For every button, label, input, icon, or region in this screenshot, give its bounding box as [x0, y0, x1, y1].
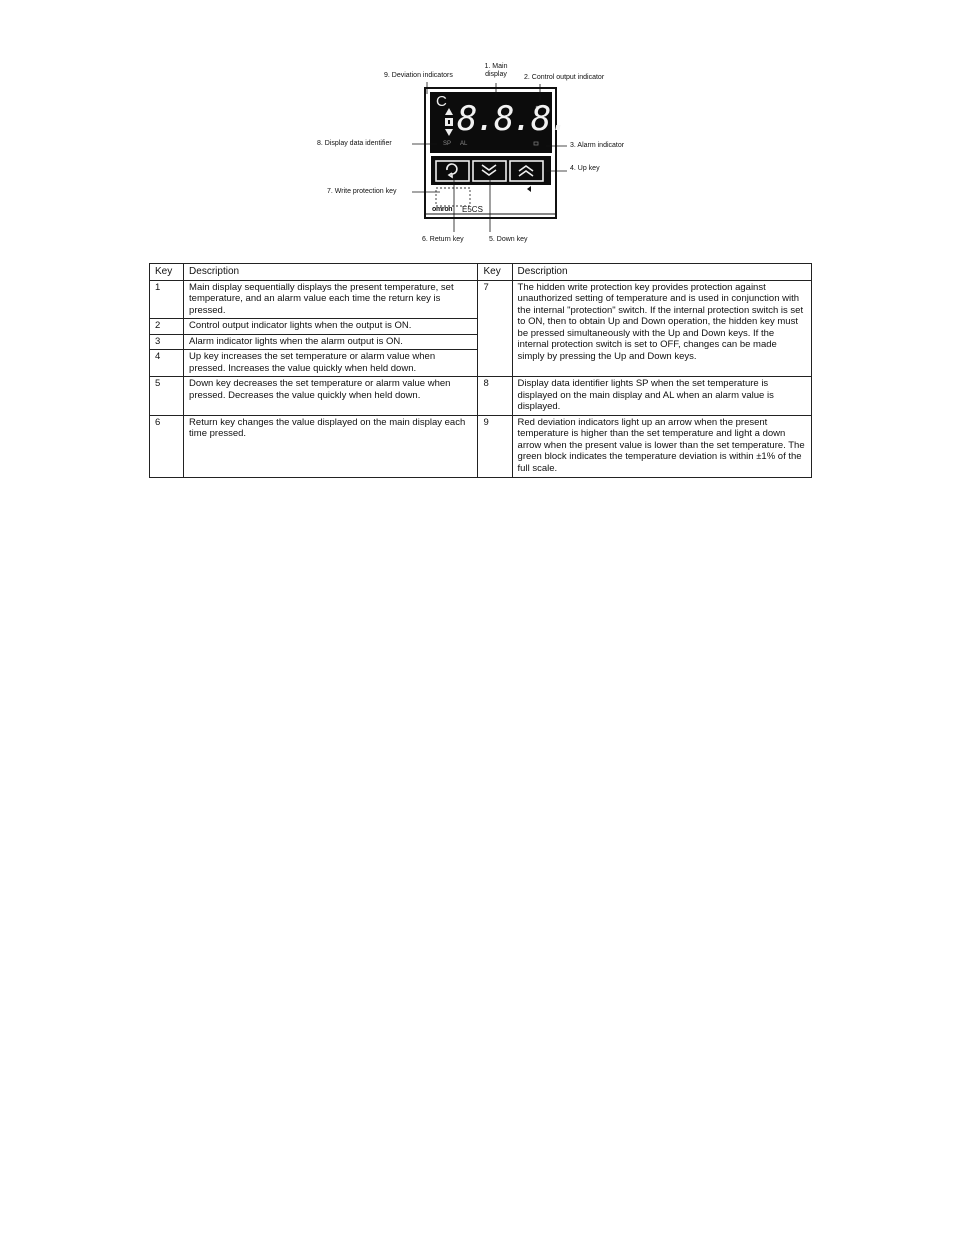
unit-label: C [436, 93, 447, 110]
description-cell: Red deviation indicators light up an arrow when the present temperature is higher than the set temperature and light a down arrow when the present value is lower than the set temperature. The green block indicates the temperature deviation is within ±1% of the full scale. [512, 415, 811, 477]
key-cell: 4 [150, 350, 184, 377]
header-key-right: Key [478, 264, 512, 281]
key-cell: 5 [150, 377, 184, 416]
description-cell: Down key decreases the set temperature or alarm value when pressed. Decreases the value quickly when held down. [184, 377, 478, 416]
al-identifier: AL [460, 141, 468, 147]
key-cell: 1 [150, 280, 184, 319]
callout-display-identifier: 8. Display data identifier [317, 140, 392, 147]
key-description-table [149, 263, 812, 478]
table-row [150, 415, 812, 477]
key-cell: 2 [150, 319, 184, 335]
description-cell: Return key changes the value displayed on the main display each time pressed. [184, 415, 478, 477]
key-cell: 7 [478, 280, 512, 377]
callout-main-display-line1: 1. Main [484, 63, 508, 70]
description-cell: Display data identifier lights SP when the set temperature is displayed on the main display and AL when an alarm value is displayed. [512, 377, 811, 416]
header-key-left: Key [150, 264, 184, 281]
callout-deviation: 9. Deviation indicators [384, 72, 453, 79]
controller-diagram [0, 0, 954, 255]
description-cell: The hidden write protection key provides protection against unauthorized setting of temperature and is used in conjunction with the internal "protection" switch. If the internal protection switch is set to ON, then to obtain Up and Down operation, the hidden key must be pressed simultaneously with the Up and Down keys. If the internal protection switch is set to OFF, changes can be made simply by pressing the Up and Down keys. [512, 280, 811, 377]
callout-write-protection: 7. Write protection key [327, 188, 397, 195]
callout-main-display-line2: display [485, 71, 507, 78]
model-label: E5CS [462, 205, 483, 214]
callout-down-key: 5. Down key [489, 236, 528, 243]
main-display-digits: 8.8.8. [457, 99, 568, 139]
callout-up-key: 4. Up key [570, 165, 600, 172]
table-row [150, 377, 812, 416]
header-description-right: Description [512, 264, 811, 281]
description-cell: Up key increases the set temperature or alarm value when pressed. Increases the value quickly when held down. [184, 350, 478, 377]
brand-logo: omron [432, 206, 453, 213]
callout-return-key: 6. Return key [422, 236, 464, 243]
key-cell: 8 [478, 377, 512, 416]
sp-identifier: SP [443, 141, 452, 147]
key-cell: 6 [150, 415, 184, 477]
table-header-row [150, 264, 812, 281]
key-cell: 9 [478, 415, 512, 477]
table-row [150, 280, 812, 319]
key-cell: 3 [150, 334, 184, 350]
callout-alarm: 3. Alarm indicator [570, 142, 625, 149]
callout-control-output: 2. Control output indicator [524, 74, 605, 81]
down-key-frame [473, 161, 506, 181]
description-cell: Control output indicator lights when the output is ON. [184, 319, 478, 335]
callout-main-display [483, 63, 509, 79]
description-cell: Main display sequentially displays the present temperature, set temperature, and an alarm value each time the return key is pressed. [184, 280, 478, 319]
header-description-left: Description [184, 264, 478, 281]
description-cell: Alarm indicator lights when the alarm output is ON. [184, 334, 478, 350]
